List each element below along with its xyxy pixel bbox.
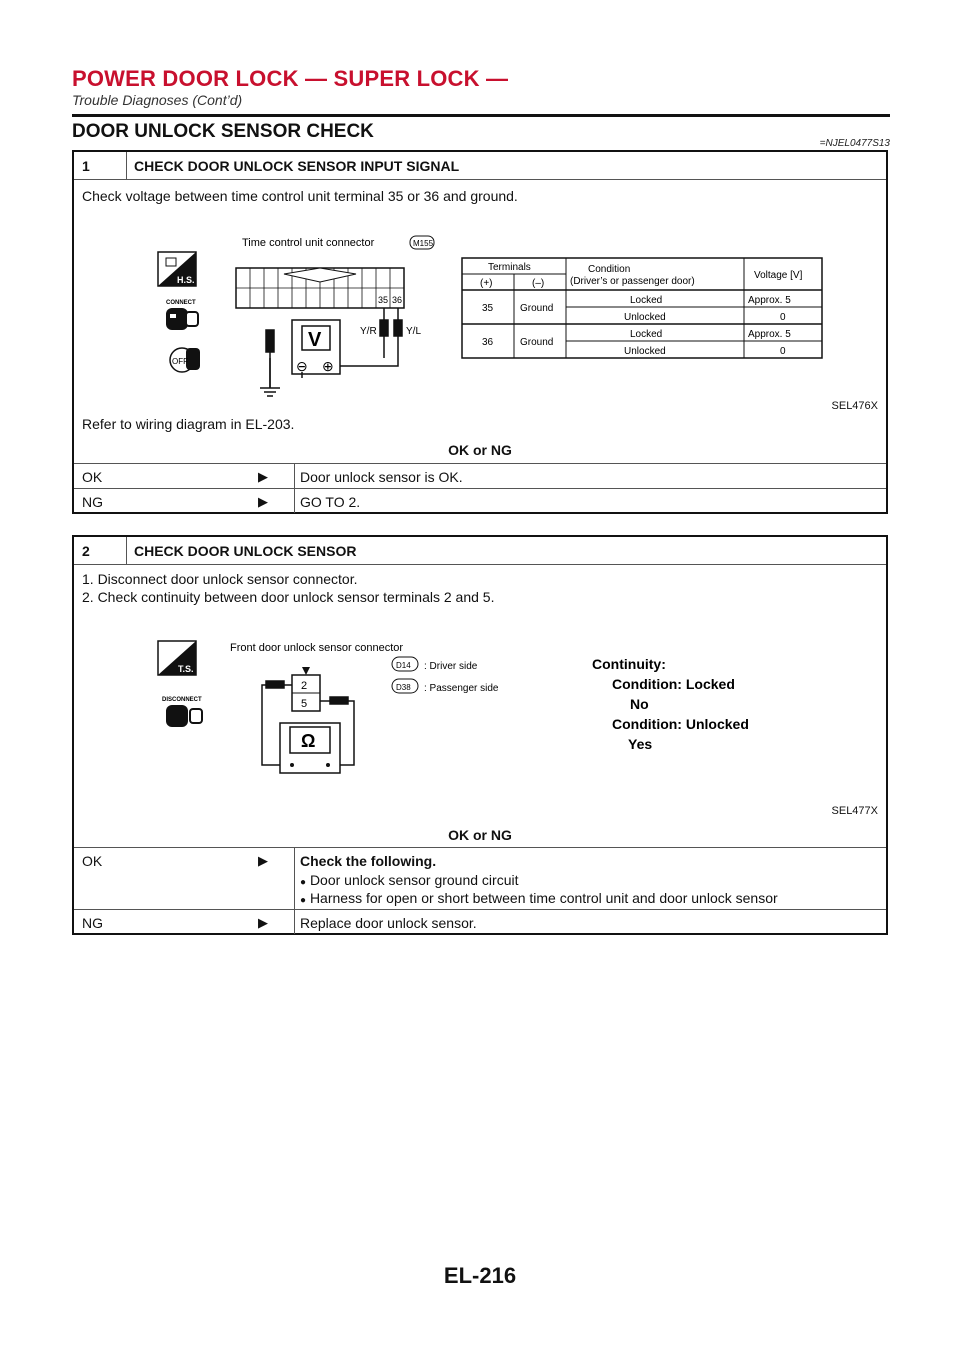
- step-1-header: [74, 152, 886, 180]
- divider: [294, 464, 295, 489]
- svg-text:Approx. 5: Approx. 5: [748, 329, 791, 340]
- ts-icon: [158, 641, 196, 675]
- svg-text:Ground: Ground: [520, 337, 554, 348]
- bullet-text: Door unlock sensor ground circuit: [309, 872, 519, 888]
- step-1-figure: [74, 208, 886, 408]
- result-label: OK: [82, 469, 103, 485]
- arrow-icon: ▶: [258, 494, 268, 509]
- step-2-instruction-2: 2. Check continuity between door unlock sensor terminals 2 and 5.: [82, 589, 495, 605]
- bullet-icon: ●: [300, 877, 307, 888]
- hs-icon: [158, 252, 196, 286]
- passenger-side-badge: [392, 679, 499, 694]
- page-number: EL-216: [443, 1263, 517, 1288]
- svg-text:⊖: ⊖: [296, 358, 308, 374]
- figure-code-sel476x: SEL476X: [831, 400, 878, 412]
- svg-text:(+): (+): [480, 278, 493, 289]
- connector-id-badge: [410, 236, 434, 249]
- off-label: OFF: [172, 357, 188, 366]
- step-2-figure: [74, 613, 886, 793]
- svg-text:: Driver side: : Driver side: [424, 661, 478, 672]
- svg-text:: Passenger side: : Passenger side: [424, 683, 499, 694]
- driver-side-badge: [392, 657, 478, 672]
- svg-text:35: 35: [482, 303, 494, 314]
- svg-text:0: 0: [780, 312, 786, 323]
- svg-text:D14: D14: [396, 661, 411, 670]
- door-unlock-sensor-connector: [292, 667, 320, 711]
- svg-text:36: 36: [392, 295, 403, 305]
- svg-text:No: No: [630, 696, 649, 712]
- step-1-box: [72, 150, 888, 514]
- result-label: OK: [82, 853, 103, 869]
- voltage-table: [462, 258, 822, 358]
- section-title: DOOR UNLOCK SENSOR CHECK: [72, 121, 374, 142]
- disconnect-icon: [162, 697, 202, 727]
- bullet-item: [300, 890, 778, 906]
- svg-text:⊕: ⊕: [322, 358, 334, 374]
- svg-text:0: 0: [780, 346, 786, 357]
- step-1-number: 1: [82, 158, 90, 174]
- divider: [126, 152, 127, 179]
- section-reference: =NJEL0477S13: [819, 138, 890, 149]
- wire-color-a: Y/R: [360, 326, 377, 337]
- svg-text:5: 5: [301, 698, 308, 710]
- result-label: NG: [82, 494, 103, 510]
- svg-text:(Driver’s or passenger door): (Driver’s or passenger door): [570, 276, 695, 287]
- connect-icon: [166, 300, 198, 330]
- bullet-icon: ●: [300, 895, 307, 906]
- time-control-unit-connector: [236, 268, 404, 308]
- svg-text:Condition: Unlocked: Condition: Unlocked: [612, 716, 749, 732]
- divider: [294, 489, 295, 513]
- result-text: Replace door unlock sensor.: [300, 915, 477, 931]
- result-text: GO TO 2.: [300, 494, 361, 510]
- arrow-icon: ▶: [258, 915, 268, 930]
- step-1-instruction: Check voltage between time control unit terminal 35 or 36 and ground.: [82, 188, 518, 204]
- result-row-ok: [74, 463, 886, 489]
- svg-text:Locked: Locked: [630, 329, 663, 340]
- svg-text:Unlocked: Unlocked: [624, 346, 666, 357]
- connector-label: Time control unit connector: [242, 237, 375, 249]
- figure-code-sel477x: SEL477X: [831, 805, 878, 817]
- result-row-ng: [74, 488, 886, 513]
- step-2-number: 2: [82, 543, 90, 559]
- page-header-subtitle: Trouble Diagnoses (Cont’d): [72, 92, 243, 108]
- step-2-header: [74, 537, 886, 565]
- svg-text:2: 2: [301, 680, 308, 692]
- continuity-spec: [592, 656, 749, 752]
- ok-or-ng-label: OK or NG: [448, 442, 512, 458]
- svg-text:(–): (–): [532, 278, 545, 289]
- svg-text:Ω: Ω: [301, 731, 316, 751]
- connect-label: CONNECT: [166, 300, 196, 306]
- svg-text:V: V: [308, 329, 322, 351]
- svg-text:Unlocked: Unlocked: [624, 312, 666, 323]
- divider: [294, 910, 295, 934]
- svg-text:Condition: Condition: [588, 264, 631, 275]
- svg-text:Approx. 5: Approx. 5: [748, 295, 791, 306]
- step-1-title: CHECK DOOR UNLOCK SENSOR INPUT SIGNAL: [134, 158, 460, 174]
- arrow-icon: ▶: [258, 853, 268, 868]
- svg-text:Voltage [V]: Voltage [V]: [754, 270, 803, 281]
- svg-text:Terminals: Terminals: [488, 262, 531, 273]
- svg-text:36: 36: [482, 337, 494, 348]
- divider: [294, 848, 295, 910]
- svg-text:Ground: Ground: [520, 303, 554, 314]
- ok-or-ng-label: OK or NG: [448, 827, 512, 843]
- disconnect-label: DISCONNECT: [162, 697, 202, 703]
- svg-text:Yes: Yes: [628, 736, 653, 752]
- header-rule: [72, 114, 890, 117]
- hs-label: H.S.: [177, 275, 195, 285]
- svg-text:Continuity:: Continuity:: [592, 656, 666, 672]
- svg-text:Condition: Locked: Condition: Locked: [612, 676, 735, 692]
- divider: [126, 537, 127, 564]
- voltmeter: [292, 320, 340, 374]
- arrow-icon: ▶: [258, 469, 268, 484]
- ohmmeter: [280, 723, 340, 773]
- result-row-ok: [74, 847, 886, 910]
- result-row-ng: [74, 909, 886, 934]
- step-2-instruction-1: 1. Disconnect door unlock sensor connector.: [82, 571, 358, 587]
- connector-label: Front door unlock sensor connector: [230, 642, 404, 654]
- svg-text:Locked: Locked: [630, 295, 663, 306]
- ignition-off-icon: [170, 348, 200, 372]
- svg-text:D38: D38: [396, 683, 411, 692]
- wiring-diagram-note: Refer to wiring diagram in EL-203.: [82, 416, 295, 432]
- step-2-title: CHECK DOOR UNLOCK SENSOR: [134, 543, 357, 559]
- wire-color-b: Y/L: [406, 326, 422, 337]
- ts-label: T.S.: [178, 664, 194, 674]
- bullet-item: [300, 872, 518, 888]
- svg-text:35: 35: [378, 295, 389, 305]
- page-header-title: POWER DOOR LOCK — SUPER LOCK —: [72, 66, 509, 91]
- svg-text:M155: M155: [413, 239, 434, 248]
- bullet-text: Harness for open or short between time control unit and door unlock sensor: [309, 890, 778, 906]
- step-2-box: [72, 535, 888, 935]
- result-text: Door unlock sensor is OK.: [300, 469, 463, 485]
- result-text: Check the following.: [300, 853, 437, 869]
- result-label: NG: [82, 915, 103, 931]
